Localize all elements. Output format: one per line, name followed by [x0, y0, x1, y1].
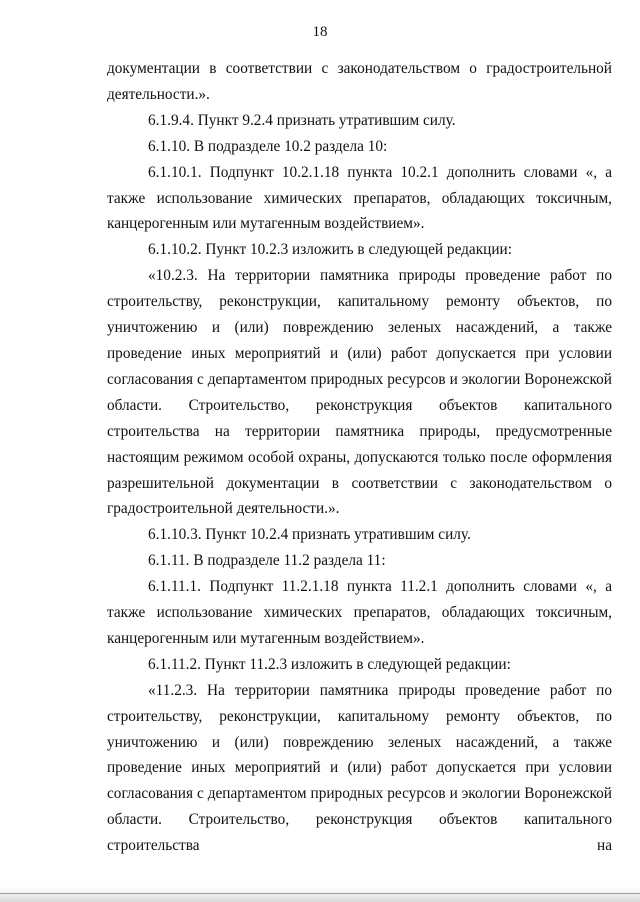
- paragraph-item-6-1-11: 6.1.11. В подразделе 11.2 раздела 11:: [148, 552, 386, 570]
- document-body: [107, 56, 612, 859]
- page-bottom-edge-line: [0, 893, 640, 894]
- paragraph-item-6-1-10: 6.1.10. В подразделе 10.2 раздела 10:: [148, 137, 388, 155]
- paragraph-item-6-1-10-3: 6.1.10.3. Пункт 10.2.4 признать утратившим силу.: [148, 526, 471, 544]
- page-bottom-edge-shadow: [0, 886, 640, 902]
- paragraph-quote-10-2-3: «10.2.3. На территории памятника природы проведение работ по строительству, реконструкции, капитальному ремонту объектов, по уничтожению и (или) повреждению зеленых насаждений, а также проведение иных мероприятий и (или) работ допускается при условии согласования с департаментом природных ресурсов и экологии Воронежской области. Строительство, реконструкция объектов капитального строительства на территории памятника природы, предусмотренные настоящим режимом особой охраны, допускаются только после оформления разрешительной документации в соответствии с законодательством о градостроительной деятельности.».: [107, 267, 612, 518]
- paragraph-quote-11-2-3: «11.2.3. На территории памятника природы проведение работ по строительству, реконструкции, капитальному ремонту объектов, по уничтожению и (или) повреждению зеленых насаждений, а также проведение иных мероприятий и (или) работ допускается при условии согласования с департаментом природных ресурсов и экологии Воронежской области. Строительство, реконструкция объектов капитального строительства на: [107, 681, 612, 855]
- paragraph-item-6-1-9-4: 6.1.9.4. Пункт 9.2.4 признать утратившим силу.: [148, 111, 456, 129]
- paragraph-item-6-1-11-1: 6.1.11.1. Подпункт 11.2.1.18 пункта 11.2.1 дополнить словами «, а также использование химических препаратов, обладающих токсичным, канцерогенным или мутагенным воздействием».: [107, 578, 612, 647]
- paragraph-item-6-1-10-2: 6.1.10.2. Пункт 10.2.3 изложить в следующей редакции:: [148, 241, 512, 259]
- paragraph-continuation: документации в соответствии с законодательством о градостроительной деятельности.».: [107, 60, 612, 103]
- paragraph-item-6-1-10-1: 6.1.10.1. Подпункт 10.2.1.18 пункта 10.2.1 дополнить словами «, а также использование химических препаратов, обладающих токсичным, канцерогенным или мутагенным воздействием».: [107, 163, 612, 233]
- page-number: 18: [312, 24, 328, 40]
- paragraph-item-6-1-11-2: 6.1.11.2. Пункт 11.2.3 изложить в следующей редакции:: [148, 655, 511, 673]
